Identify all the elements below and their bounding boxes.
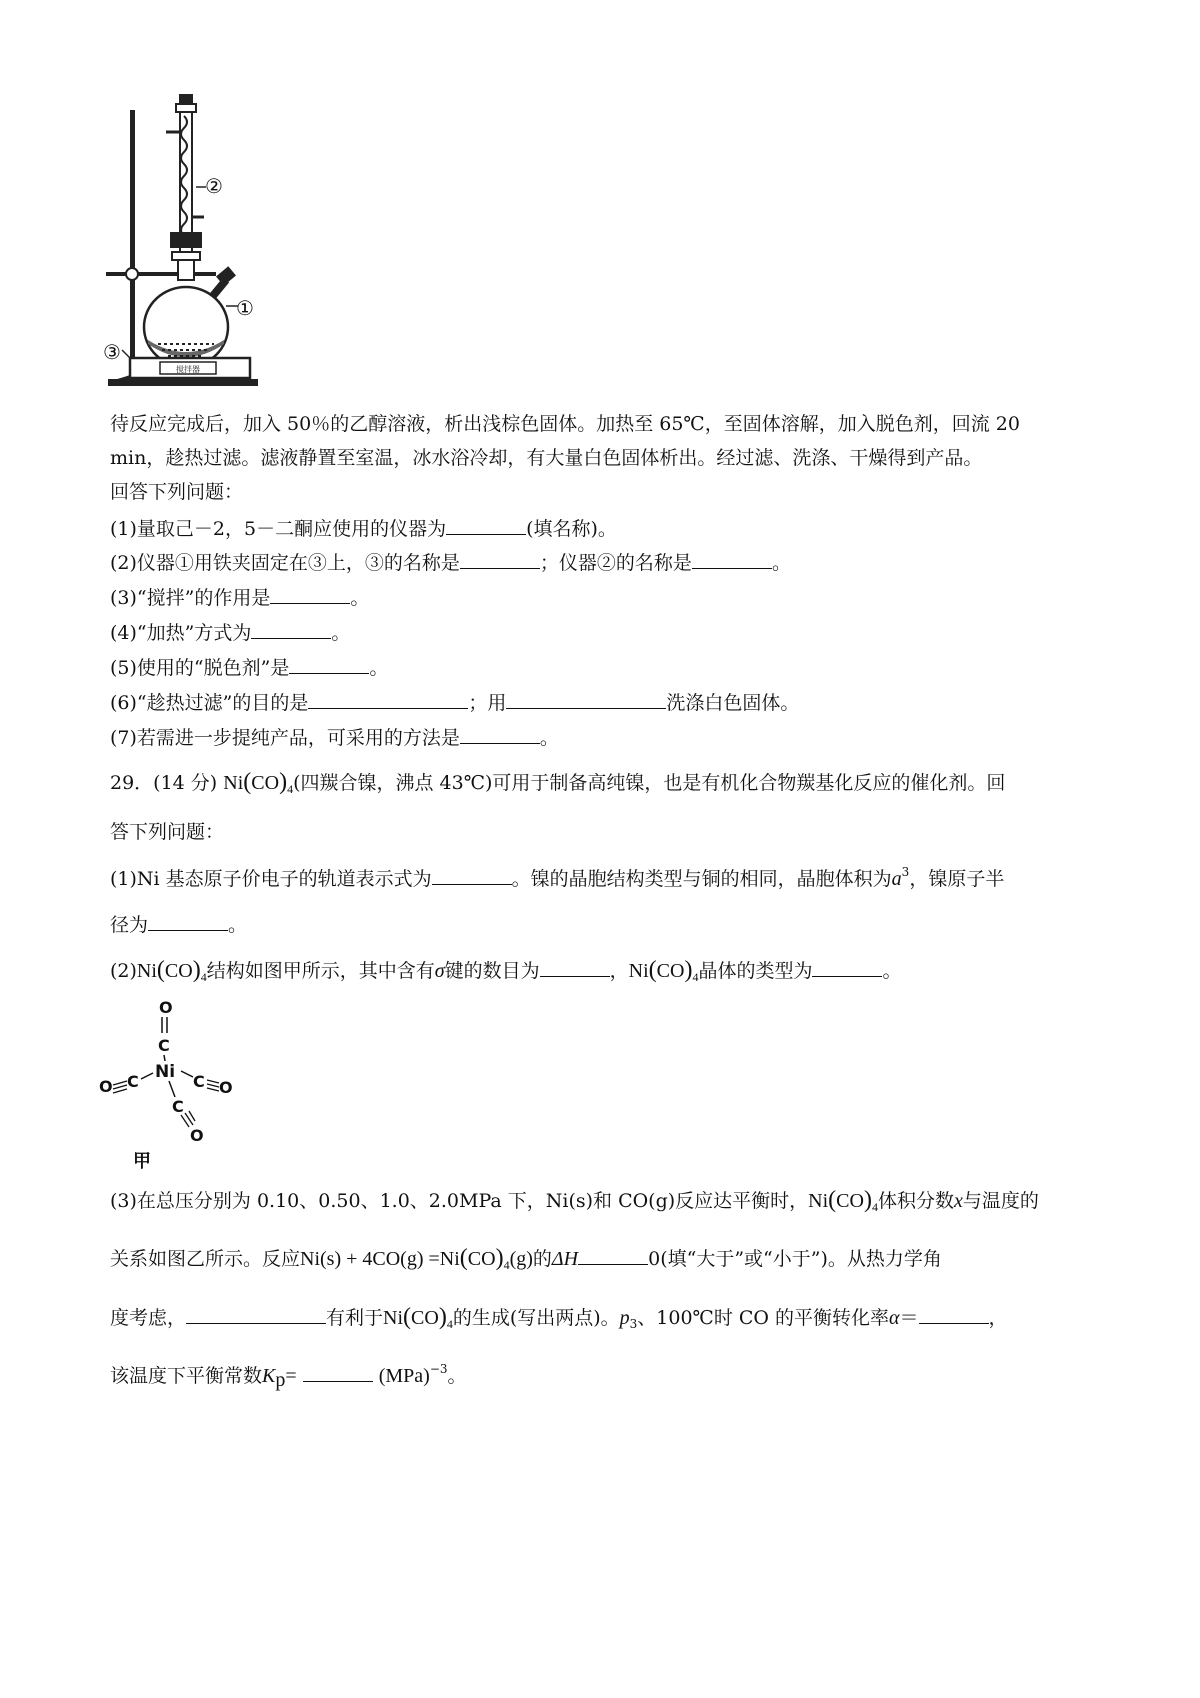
p1-end: 。: [228, 914, 248, 936]
atom-c-right: C: [193, 1072, 205, 1091]
var-k: K: [262, 1365, 276, 1387]
equals: =: [285, 1365, 297, 1387]
subscript: 4: [503, 1258, 510, 1272]
answer-blank[interactable]: [692, 550, 772, 569]
q29-p3-line2: 关系如图乙所示。反应$Ni(s) + 4CO(g) =Ni(CO)_4(g)$的ΔH 0(填“大于”或“小于”)。从热力学角: [110, 1245, 942, 1272]
p3-line2-tail: 0(填“大于”或“小于”)。从热力学角: [648, 1248, 942, 1270]
atom-c-top: C: [158, 1036, 170, 1055]
ni-symbol: Ni: [136, 960, 157, 982]
q29-p2: $(2)Ni(CO)_4$结构如图甲所示，其中含有σ键的数目为 ，$Ni(CO)_4$晶体的类型为 。: [110, 957, 902, 984]
ni-symbol: Ni: [808, 1190, 829, 1212]
p1-mid: 。镍的晶胞结构类型与铜的相同，晶胞体积为: [511, 868, 892, 890]
reaction-state: (g): [509, 1248, 533, 1270]
delta-h: ΔH: [551, 1248, 579, 1270]
equals: ＝: [899, 1307, 919, 1329]
atom-o-top: O: [159, 998, 173, 1017]
q6-text: (6)“趁热过滤”的目的是: [110, 692, 309, 714]
q2-mid: ；仪器②的名称是: [539, 552, 692, 574]
q3-tail: 。: [350, 587, 370, 609]
atom-o-left: O: [99, 1077, 113, 1096]
reaction-lhs: Ni(s) + 4CO(g) =: [300, 1248, 440, 1270]
q29-p3-line4: [110, 1362, 467, 1391]
comma: ，: [609, 960, 629, 982]
co-symbol: CO: [656, 960, 685, 982]
p3-text: (3)在总压分别为 0.10、0.50、1.0、2.0MPa 下，Ni(s)和 CO(g)反应达平衡时，: [110, 1190, 809, 1212]
p3-line3-mid: 有利于: [326, 1307, 384, 1329]
q1-text: (1)量取己－2，5－二酮应使用的仪器为: [110, 518, 447, 540]
q7-text: (7)若需进一步提纯产品，可采用的方法是: [110, 727, 460, 749]
p3-line2-text: 关系如图乙所示。反应: [110, 1248, 301, 1270]
q29-intro-tail: (四羰合镍，沸点 43℃)可用于制备高纯镍，也是有机化合物羰基化反应的催化剂。回: [293, 772, 1006, 794]
atom-o-right: O: [219, 1078, 233, 1097]
p2-text: 结构如图甲所示，其中含有: [206, 960, 435, 982]
co-symbol: CO: [251, 772, 280, 794]
var-a: a: [891, 868, 902, 890]
q29-number: 29．(14 分): [110, 772, 218, 794]
para1-line1: 待反应完成后，加入 50％的乙醇溶液，析出浅棕色固体。加热至 65℃，至固体溶解，加入脱色剂，回流 20: [110, 413, 1020, 435]
q1-tail: (填名称)。: [526, 518, 617, 540]
comma: ，: [988, 1307, 1008, 1329]
answer-blank[interactable]: [289, 655, 369, 674]
label-circle-2: ②: [205, 174, 223, 198]
q28-q6: [110, 690, 799, 715]
var-x: x: [953, 1190, 963, 1212]
q6-tail: 洗涤白色固体。: [666, 692, 800, 714]
answer-blank[interactable]: [578, 1246, 648, 1265]
answer-blank[interactable]: [148, 912, 228, 931]
p3-line4-text: 该温度下平衡常数: [110, 1365, 263, 1387]
answer-blank[interactable]: [446, 516, 526, 535]
answer-blank[interactable]: [270, 585, 350, 604]
q3-text: (3)“搅拌”的作用是: [110, 587, 271, 609]
p3-line3-text: 度考虑，: [110, 1307, 187, 1329]
subscript: 4: [871, 1200, 878, 1214]
answer-blank[interactable]: [303, 1363, 373, 1382]
ni-co4-structure-figure: [95, 995, 245, 1170]
subscript: 4: [692, 970, 699, 984]
q5-text: (5)使用的“脱色剂”是: [110, 657, 290, 679]
answer-blank[interactable]: [506, 690, 666, 709]
answer-blank[interactable]: [460, 550, 540, 569]
q28-q2: [110, 550, 791, 575]
unit-mpa: (MPa): [378, 1365, 430, 1387]
q28-q5: [110, 655, 388, 680]
atom-ni: Ni: [155, 1062, 176, 1082]
ni-symbol: Ni: [223, 772, 244, 794]
p1-cont: 径为: [110, 914, 149, 936]
q6-mid: ；用: [468, 692, 507, 714]
alpha-symbol: α: [889, 1307, 900, 1329]
q29-p3-line3: 度考虑， 有利于$Ni(CO)_4$的生成(写出两点)。$p_3$、100℃时 CO 的平衡转化率α＝ ，: [110, 1304, 1008, 1331]
label-circle-1: ①: [236, 296, 254, 320]
q4-tail: 。: [331, 622, 351, 644]
subscript: 3: [629, 1317, 638, 1331]
exponent: −3: [429, 1362, 448, 1376]
atom-c-bottom: C: [172, 1097, 184, 1116]
stirrer-label: 搅拌器: [176, 365, 200, 374]
answer-blank[interactable]: [251, 620, 331, 639]
var-p: p: [619, 1307, 630, 1329]
p1-text: (1)Ni 基态原子价电子的轨道表示式为: [110, 868, 432, 890]
answer-blank[interactable]: [186, 1305, 326, 1324]
atom-o-bottom: O: [190, 1126, 204, 1145]
q28-intro: 回答下列问题：: [110, 481, 244, 503]
p2-end: 。: [882, 960, 902, 982]
q28-q1: [110, 516, 617, 541]
q2-text: (2)仪器①用铁夹固定在③上，③的名称是: [110, 552, 460, 574]
q29-p3-line1: (3)在总压分别为 0.10、0.50、1.0、2.0MPa 下，Ni(s)和 CO(g)反应达平衡时，$Ni(CO)_4$体积分数x与温度的: [110, 1187, 1039, 1214]
co-symbol: CO: [164, 960, 193, 982]
co-symbol: CO: [836, 1190, 864, 1212]
exponent: 3: [901, 865, 910, 879]
answer-blank[interactable]: [919, 1305, 989, 1324]
p3-line2-de: 的: [532, 1248, 552, 1270]
p2-num: (2): [110, 960, 137, 982]
q28-q4: [110, 620, 350, 645]
answer-blank[interactable]: [540, 958, 610, 977]
subscript: p: [275, 1369, 286, 1391]
p3-line3-cont: 的生成(写出两点)。: [452, 1307, 620, 1329]
q2-tail: 。: [771, 552, 791, 574]
atom-c-left: C: [127, 1072, 139, 1091]
answer-blank[interactable]: [432, 866, 512, 885]
q28-q7: [110, 725, 559, 750]
q29-intro-line2: 答下列问题：: [110, 821, 225, 843]
ni-symbol: Ni: [628, 960, 649, 982]
p1-tail: ，镍原子半: [909, 868, 1005, 890]
figure-caption-jia: 甲: [133, 1151, 151, 1170]
label-circle-3: ③: [103, 340, 121, 364]
p2-text2: 晶体的类型为: [698, 960, 813, 982]
answer-blank[interactable]: [460, 725, 540, 744]
p3-mid: 体积分数: [877, 1190, 954, 1212]
q4-text: (4)“加热”方式为: [110, 622, 252, 644]
q29-intro-line1: 29．(14 分) $Ni(CO)_4$(四羰合镍，沸点 43℃)可用于制备高纯镍，也是有机化合物羰基化反应的催化剂。回: [110, 769, 1006, 796]
co-symbol: CO: [467, 1248, 496, 1270]
subscript: 4: [446, 1317, 453, 1331]
subscript: 4: [200, 970, 207, 984]
answer-blank[interactable]: [812, 958, 882, 977]
sigma-symbol: σ: [434, 960, 445, 982]
q29-p1-line1: [110, 866, 1004, 891]
period: 。: [447, 1365, 467, 1387]
subscript: 4: [287, 782, 294, 796]
q29-p1-line2: [110, 912, 247, 937]
q7-tail: 。: [539, 727, 559, 749]
co-symbol: CO: [411, 1307, 439, 1329]
para1-line2: min，趁热过滤。滤液静置至室温，冰水浴冷却，有大量白色固体析出。经过滤、洗涤、干燥得到产品。: [110, 447, 983, 469]
ni-symbol: Ni: [383, 1307, 404, 1329]
p2-mid: 键的数目为: [444, 960, 540, 982]
ni-symbol: Ni: [439, 1248, 460, 1270]
answer-blank[interactable]: [308, 690, 468, 709]
q28-q3: [110, 585, 369, 610]
p3-tail: 与温度的: [962, 1190, 1039, 1212]
apparatus-figure: [100, 92, 280, 397]
q5-tail: 。: [369, 657, 389, 679]
p3-line3-cont2: 、100℃时 CO 的平衡转化率: [637, 1307, 890, 1329]
